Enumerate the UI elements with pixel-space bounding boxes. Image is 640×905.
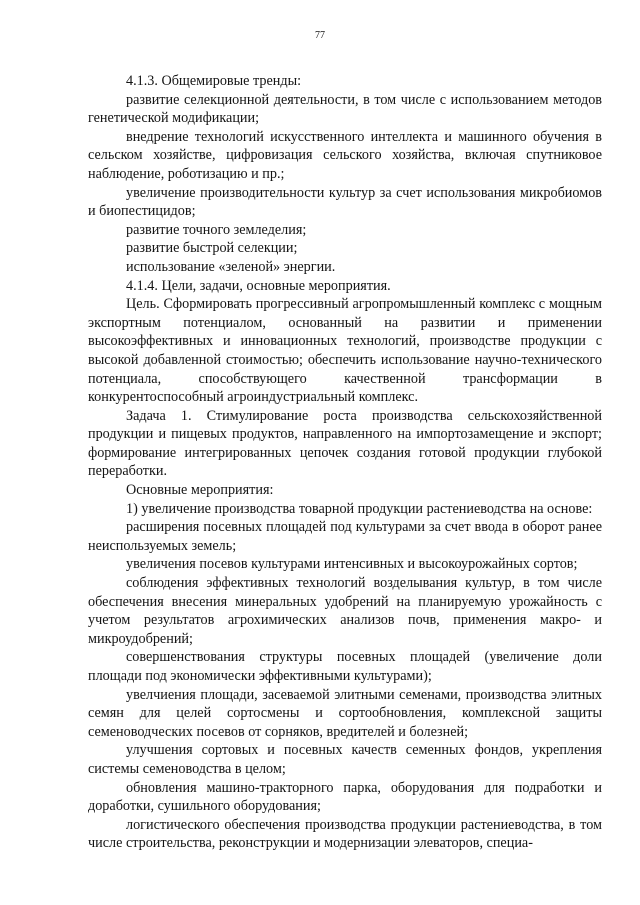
list-item: развитие быстрой селекции; xyxy=(126,240,298,257)
task-paragraph: Задача 1. Стимулирование роста производства сельскохозяйственной продукции и пищевых продуктов, направленного на импортозамещение и экспорт; формирование интегрированных цепочек создания готовой продукции глубокой переработки. xyxy=(88,407,602,480)
list-item: внедрение технологий искусственного интеллекта и машинного обучения в сельском хозяйстве, цифровизация сельского хозяйства, включая спутниковое наблюдение, роботизацию и пр.; xyxy=(88,128,602,182)
list-item: использование «зеленой» энергии. xyxy=(126,258,336,275)
list-item: обновления машино-тракторного парка, оборудования для подработки и доработки, сушильного оборудования; xyxy=(88,779,602,815)
list-item: расширения посевных площадей под культурами за счет ввода в оборот ранее неиспользуемых земель; xyxy=(88,519,602,554)
list-item: совершенствования структуры посевных площадей (увеличение доли площади под экономически эффективными культурами); xyxy=(88,649,602,684)
page-number: 77 xyxy=(315,30,325,41)
list-item: 1) увеличение производства товарной продукции растениеводства на основе: xyxy=(126,500,593,517)
list-item: развитие точного земледелия; xyxy=(126,221,307,238)
list-item: развитие селекционной деятельности, в том числе с использованием методов генетической модификации; xyxy=(88,91,602,127)
list-item: увеличение производительности культур за счет использования микробиомов и биопестицидов; xyxy=(88,184,602,220)
activities-heading: Основные мероприятия: xyxy=(126,482,274,499)
list-item: увеличения посевов культурами интенсивных и высокоурожайных сортов; xyxy=(126,556,578,573)
list-item: улучшения сортовых и посевных качеств семенных фондов, укрепления системы семеноводства в целом; xyxy=(88,742,602,777)
section-heading-trends: 4.1.3. Общемировые тренды: xyxy=(126,73,302,89)
document-body xyxy=(88,72,602,853)
section-heading-goals: 4.1.4. Цели, задачи, основные мероприятия. xyxy=(126,277,391,294)
list-item: соблюдения эффективных технологий возделывания культур, в том числе обеспечения внесения минеральных удобрений на планируемую урожайность с учетом результатов агрохимических анализов почв, применения макро- и микроудобрений; xyxy=(88,575,602,647)
list-item: логистического обеспечения производства продукции растениеводства, в том числе строительства, реконструкции и модернизации элеваторов, специа- xyxy=(88,816,602,852)
list-item: увелчиения площади, засеваемой элитными семенами, производства элитных семян для целей сортосмены и сортообновления, комплексной защиты семеноводческих посевов от сорняков, вредителей и болезней; xyxy=(88,686,602,740)
goal-paragraph: Цель. Сформировать прогрессивный агропромышленный комплекс с мощным экспортным потенциалом, основанный на развитии и применении высокоэффективных и инновационных технологий, производстве продукции с высокой добавленной стоимостью; обеспечить использование научно-технического потенциала, способствующего качественной трансформации в конкурентоспособный агроиндустриальный комплекс. xyxy=(88,296,602,406)
